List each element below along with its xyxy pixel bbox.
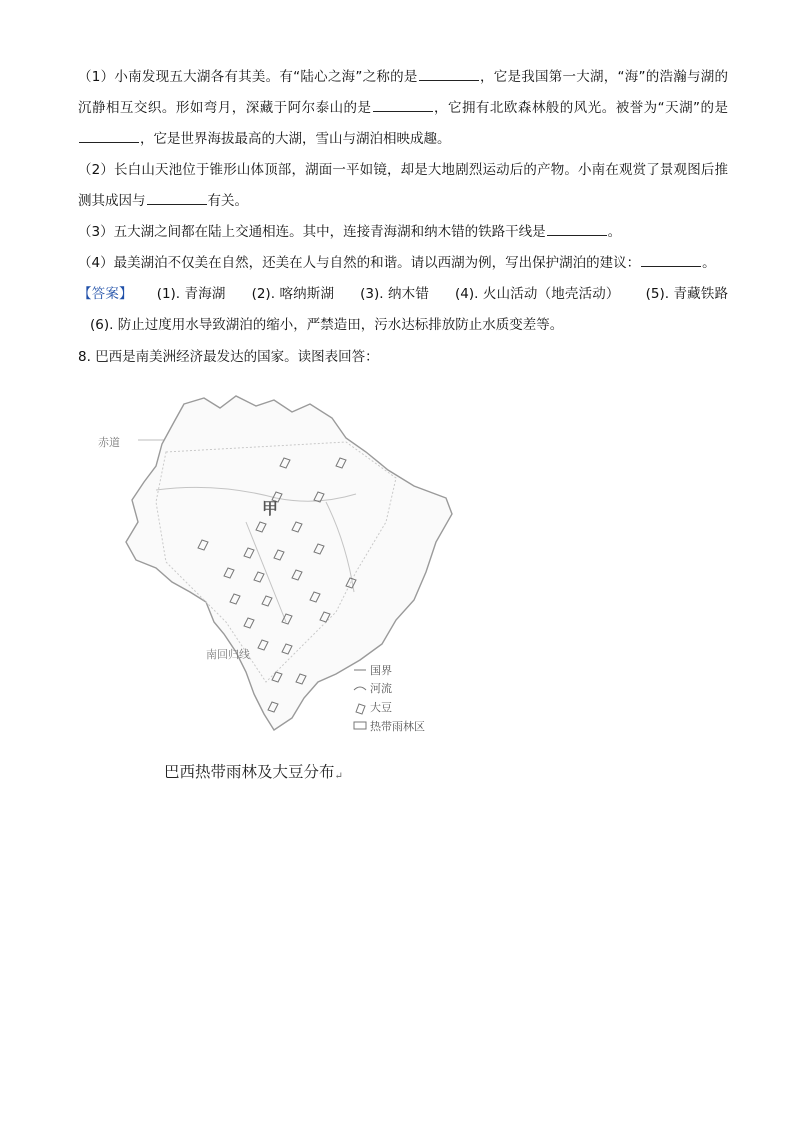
soybean-legend-icon (356, 704, 365, 714)
brazil-map-figure (96, 382, 456, 742)
answer-blank[interactable] (147, 190, 207, 205)
legend-border: 国界 (370, 664, 392, 677)
tropic-label: 南回归线 (206, 648, 250, 661)
q3-suffix: 。 (607, 224, 622, 240)
question-1 (78, 62, 728, 155)
map-legend (354, 664, 425, 733)
answer-item: (6). 防止过度用水导致湖泊的缩小，严禁造田，污水达标排放防止水质变差等。 (90, 317, 564, 333)
legend-soybean: 大豆 (370, 701, 392, 714)
answer-blank[interactable] (419, 66, 479, 81)
brazil-outline (126, 396, 452, 730)
q1-text-4: ，它是世界海拔最高的大湖，雪山与湖泊相映成趣。 (140, 131, 451, 147)
answer-tag: 【答案】 (78, 286, 133, 302)
answer-item: (3). 纳木错 (360, 286, 430, 302)
legend-rainforest: 热带雨林区 (370, 720, 425, 733)
answer-item: (4). 火山活动（地壳活动） (455, 286, 620, 302)
answer-blank[interactable] (373, 97, 433, 112)
answer-blank[interactable] (547, 221, 607, 236)
question-8 (78, 342, 728, 373)
q8-text: 8. 巴西是南美洲经济最发达的国家。读图表回答： (78, 349, 379, 365)
equator-label: 赤道 (98, 436, 120, 449)
q4-suffix: 。 (702, 255, 716, 271)
legend-river: 河流 (370, 682, 392, 695)
q2-prefix: （2）长白山天池位于锥形山体顶部，湖面一平如镜，却是大地剧烈运动后的产物。小南在观赏了景观图后推测其成因与 (78, 162, 728, 209)
brazil-map (96, 382, 456, 742)
answer-item: (5). 青藏铁路 (645, 286, 728, 302)
rainforest-legend-icon (354, 722, 366, 729)
answer-item: (2). 喀纳斯湖 (251, 286, 335, 302)
answer-blank[interactable] (79, 128, 139, 143)
q1-text-3: ，它拥有北欧森林般的风光。被誉为“天湖”的是 (433, 100, 728, 116)
caption-text: 巴西热带雨林及大豆分布 (164, 763, 335, 781)
q1-text-2: ，它是我国第一大湖，“海”的浩瀚与湖的沉静相互交织。形如弯月，深藏于阿尔泰山的是 (78, 69, 728, 116)
answer-item: (1). 青海湖 (156, 286, 226, 302)
question-4 (78, 248, 728, 279)
question-2 (78, 155, 728, 217)
q2-suffix: 有关。 (207, 193, 248, 209)
answer-blank[interactable] (641, 252, 701, 267)
q1-prefix: （1）小南发现五大湖各有其美。有“陆心之海”之称的是 (78, 69, 418, 85)
answer-block (78, 279, 728, 341)
q3-prefix: （3）五大湖之间都在陆上交通相连。其中，连接青海湖和纳木错的铁路干线是 (78, 224, 546, 240)
paragraph-mark-icon: ↵ (334, 771, 343, 782)
q4-prefix: （4）最美湖泊不仅美在自然，还美在人与自然的和谐。请以西湖为例，写出保护湖泊的建议： (78, 255, 641, 271)
figure-caption (164, 760, 343, 782)
question-3 (78, 217, 728, 248)
river-legend-icon (354, 687, 366, 690)
region-label: 甲 (262, 499, 279, 518)
